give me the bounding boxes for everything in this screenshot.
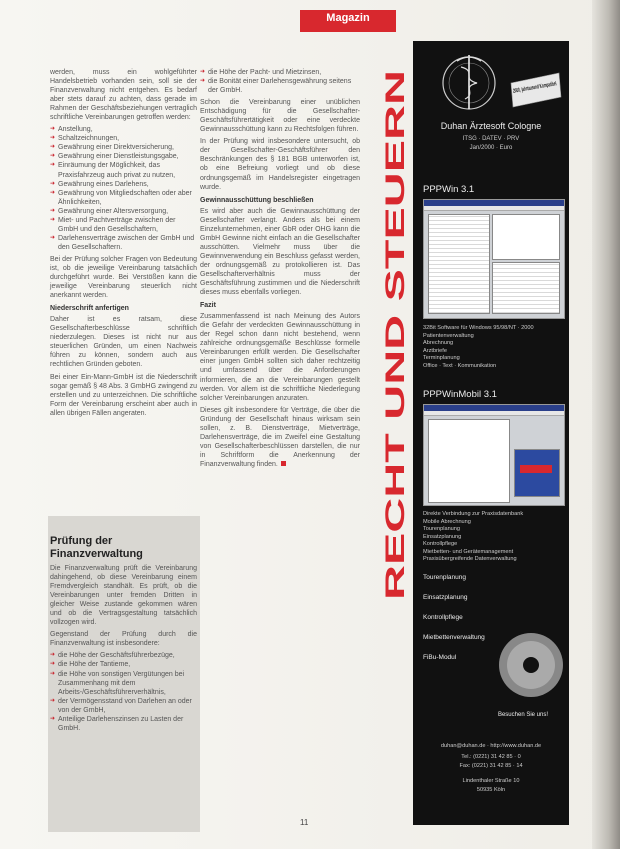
ad-contact-tel: Tel.: (0221) 31 42 85 · 0: [461, 754, 521, 760]
ad-company-sub-1: ITSG · DATEV · PRV: [462, 136, 520, 142]
list-item: ➜ die Höhe der Tantieme,: [50, 661, 131, 669]
screenshot-menubar: [424, 411, 564, 416]
ad-cd-caption: Besuchen Sie uns!: [497, 712, 549, 718]
list-item: Terminplanung: [423, 355, 460, 361]
list-item: 32Bit Software für Windows 95/98/NT · 2000: [423, 325, 534, 331]
list-item: Patientenverwaltung: [423, 332, 474, 339]
arrow-icon: ➜: [50, 153, 56, 160]
arrow-icon: ➜: [50, 670, 56, 677]
ad-module-mietbettenverwaltung: Mietbettenverwaltung: [423, 634, 485, 641]
arrow-icon: ➜: [50, 180, 56, 187]
list-item: Kontrollpflege: [423, 541, 458, 547]
list-item: ➜ Anteilige Darlehenszinsen zu Lasten der GmbH.: [50, 715, 184, 732]
arrow-icon: ➜: [50, 234, 56, 241]
left-intro: werden, muss ein wohlgeführter Handelsbetrieb vorhanden sein, soll sie der Finanzverwaltung nicht entgehen. Es bedarf aber stets darauf zu achten, dass gerade im Rahmen der Geschäftsbeziehungen vertraglich schriftliche Vereinbarungen getroffen werden:: [50, 69, 197, 122]
mid-para-5: Dieses gilt insbesondere für Verträge, die über die Gründung der Gesellschaft hinaus wirksam sein sollen, z. B. Dienstverträge, Mietverträge, Darlehensverträge, die im Zweifel eine Gestaltung von Gesellschafterbeschlüssen darstellen, die nur in Schriftform die Anerkennung der Finanzverwaltung finden.: [200, 406, 360, 468]
arrow-icon: ➜: [50, 216, 56, 223]
ad-contact-email: duhan@duhan.de · http://www.duhan.de: [440, 743, 542, 749]
list-item: Einsatzplanung: [423, 533, 462, 540]
middle-column: [200, 68, 360, 472]
ad-module-fibu: FiBu-Modul: [423, 654, 457, 661]
mid-para-2: In der Prüfung wird insbesondere untersucht, ob der Gesellschafter-Geschäftsführer den Beschränkungen des § 181 BGB unterworfen ist, ob eine Befreiung vorliegt und ob diese ordnungsgemäß im Handelsregister eingetragen wurde.: [200, 138, 360, 191]
list-item: Office · Text · Kommunikation: [423, 362, 497, 369]
list-item: ➜ Gewährung einer Altersversorgung,: [50, 207, 169, 215]
ad-contact-address-2: 50935 Köln: [476, 787, 506, 793]
arrow-icon: ➜: [50, 715, 56, 722]
list-item: Tourenplanung: [423, 526, 461, 532]
left-para-3: Daher ist es ratsam, diese Gesellschafterbeschlüsse schriftlich niederzulegen. Dieses ist nicht nur aus steuerlichen Gründen, um einen Nachweis führen zu können, sondern auch aus rechtlichen Gründen geboten.: [50, 316, 197, 369]
section-label: Magazin: [326, 12, 370, 24]
ad-product-2-title: PPPWinMobil 3.1: [423, 389, 497, 400]
screenshot-list-panel: [428, 214, 490, 314]
list-item: ➜ Gewährung einer Dienstleistungsgabe,: [50, 153, 179, 161]
badge-text: 2000, jahrtausend Kompatibel: [512, 74, 598, 95]
list-item: Praxisübergreifende Datenverwaltung: [423, 556, 517, 562]
left-column: [50, 68, 197, 421]
list-item: Mobile Abrechnung: [423, 518, 471, 525]
arrow-icon: ➜: [50, 189, 56, 196]
ad-module-kontrollpflege: Kontrollpflege: [423, 614, 463, 621]
vertical-title-text: RECHT UND STEUERN: [380, 304, 410, 600]
ad-company-name: Duhan Ärztesoft Cologne: [440, 121, 542, 131]
list-item: Abrechnung: [423, 340, 454, 346]
list-item: Direkte Verbindung zur Praxisdatenbank: [423, 511, 524, 517]
list-item: ➜ die Höhe der Geschäftsführerbezüge,: [50, 652, 175, 660]
left-bottom-para-1: Die Finanzverwaltung prüft die Vereinbarung dahingehend, ob diese Vereinbarung einem Fremdvergleich standhält. Es prüft, ob die Vereinbarungen unter fremden Dritten in gleicher Weise zustande gekommen wären und ob die Vertragsgestaltung tatsächlich vollzogen wird.: [50, 565, 197, 627]
screenshot-table-panel: [492, 262, 560, 314]
screenshot-form-panel: [492, 214, 560, 260]
article-end-marker: [281, 461, 286, 466]
list-item: ➜ der Vermögensstand von Darlehen an oder von der GmbH,: [50, 697, 192, 714]
left-bottom-column: [50, 533, 197, 736]
left-bottom-bullet-list: [50, 651, 197, 732]
list-item: ➜ die Höhe von sonstigen Vergütungen bei Zusammenhang mit dem Arbeits-/Geschäftsführerverhältnis,: [50, 670, 185, 696]
caduceus-logo-icon: [437, 49, 501, 113]
ad-company-sub-2: Jan/2000 · Euro: [469, 145, 513, 151]
y2k-badge: [505, 67, 598, 115]
arrow-icon: ➜: [50, 162, 56, 169]
arrow-icon: ➜: [50, 652, 56, 659]
product-2-screenshot: [423, 404, 565, 506]
list-item: Arztbriefe: [423, 347, 447, 354]
mid-para-4: Zusammenfassend ist nach Meinung des Autors die Gefahr der verdeckten Gewinnausschüttung in der Regel schon dann nicht bestehend, wenn zahlreiche ordnungsgemäße Beschlüsse formelle Vereinbarungen erfüllt werden. Die Gesellschafter einer jungen GmbH sollten sich daher rechtzeitig und umfassend über die Anforderungen informieren, die an die Vereinbarungen gestellt werden. Vor allem ist die schriftliche Niederlegung solcher Vereinbarungen anzuraten.: [200, 313, 360, 402]
subheading-gewinnausschuettung: Gewinnausschüttung beschließen: [200, 196, 314, 204]
cd-disc-icon: [497, 631, 565, 699]
screenshot-device-image: [514, 449, 560, 497]
list-item: ➜ die Bonität einer Darlehensgewährung seitens der GmbH.: [200, 78, 352, 95]
list-item: ➜ Gewährung von Mitgliedschaften oder aber Ähnlichkeiten,: [50, 189, 192, 206]
heading-pruefung: Prüfung der Finanzverwaltung: [50, 535, 143, 560]
arrow-icon: ➜: [50, 697, 56, 704]
list-item: ➜ Gewährung eines Darlehens,: [50, 180, 149, 188]
list-item: ➜ Schaltzeichnungen,: [50, 135, 120, 143]
ad-module-tourenplanung: Tourenplanung: [423, 574, 467, 581]
page-spine-shadow: [592, 0, 620, 849]
subheading-niederschrift: Niederschrift anfertigen: [50, 305, 129, 313]
list-item: ➜ Anstellung,: [50, 126, 93, 134]
screenshot-form-panel: [428, 419, 510, 503]
product-1-screenshot: [423, 199, 565, 319]
heading-fazit: Fazit: [200, 302, 216, 310]
list-item: ➜ Gewährung einer Direktversicherung,: [50, 144, 174, 152]
list-item: ➜ Miet- und Pachtverträge zwischen der GmbH und den Gesellschaftern,: [50, 216, 176, 233]
arrow-icon: ➜: [50, 207, 56, 214]
list-item: ➜ die Höhe der Pacht- und Mietzinsen,: [200, 69, 322, 76]
product-2-features: [423, 511, 563, 564]
left-bottom-para-2: Gegenstand der Prüfung durch die Finanzverwaltung ist insbesondere:: [50, 631, 197, 648]
vertical-title-svg: [376, 40, 412, 600]
ad-contact-address-1: Lindenthaler Straße 10: [462, 778, 520, 784]
mid-para-1: Schon die Vereinbarung einer unüblichen Entschädigung für die Gesellschafter-Geschäftsführertätigkeit oder eine verdeckte Gewinnausschüttung kann zu Rechtsfolgen führen.: [200, 99, 360, 134]
ad-module-einsatzplanung: Einsatzplanung: [423, 594, 468, 601]
screenshot-device-stripe: [520, 465, 552, 473]
ad-product-1-title: PPPWin 3.1: [423, 184, 475, 195]
mid-para-3: Es wird aber auch die Gewinnausschüttung der Gesellschafter verlangt. Anders als bei einem Einzelunternehmen, einer GbR oder OHG kann die GmbH Gewinne nicht einfach an die Gesellschafter ausschütten. Vielmehr muss über die Gewinnverwendung ein Beschluss gefasst werden, der ordnungsgemäß zu protokollieren ist. Das Gesellschafterverhältnis muss der Geschäftsführung zustimmen und die Niederschrift dieses muss ebenfalls vorliegen.: [200, 207, 360, 297]
page-number: 11: [300, 818, 309, 827]
product-1-features: [423, 325, 563, 370]
left-para-2: Bei der Prüfung solcher Fragen von Bedeutung ist, ob die jeweilige Vereinbarung tatsächlich durchgeführt wurde. Bei Verstößen kann die jeweilige Vereinbarung steuerlich nicht anerkannt werden.: [50, 255, 197, 300]
ad-contact-fax: Fax: (0221) 31 42 85 · 14: [459, 763, 523, 769]
advertisement-panel: [413, 41, 598, 825]
list-item: ➜ Einräumung der Möglichkeit, das Praxisfahrzeug auch privat zu nutzen,: [50, 162, 176, 179]
arrow-icon: ➜: [50, 135, 56, 142]
vertical-section-title: [376, 40, 412, 600]
screenshot-menubar: [424, 206, 564, 211]
arrow-icon: ➜: [50, 144, 56, 151]
left-para-4: Bei einer Ein-Mann-GmbH ist die Niederschrift sogar gemäß § 48 Abs. 3 GmbHG zwingend zu erstellen und zu unterzeichnen. Die schriftliche Form der Vereinbarung erscheint aber auch in allen übrigen Fällen angeraten.: [50, 373, 197, 417]
mid-bullet-list: [200, 68, 360, 95]
list-item: ➜ Darlehensverträge zwischen der GmbH und den Gesellschaftern.: [50, 234, 195, 251]
list-item: Mietbetten- und Gerätemanagement: [423, 548, 514, 555]
arrow-icon: ➜: [50, 126, 56, 133]
arrow-icon: ➜: [50, 661, 56, 668]
left-bullet-list: [50, 125, 197, 252]
arrow-icon: ➜: [200, 69, 206, 75]
arrow-icon: ➜: [200, 78, 206, 85]
